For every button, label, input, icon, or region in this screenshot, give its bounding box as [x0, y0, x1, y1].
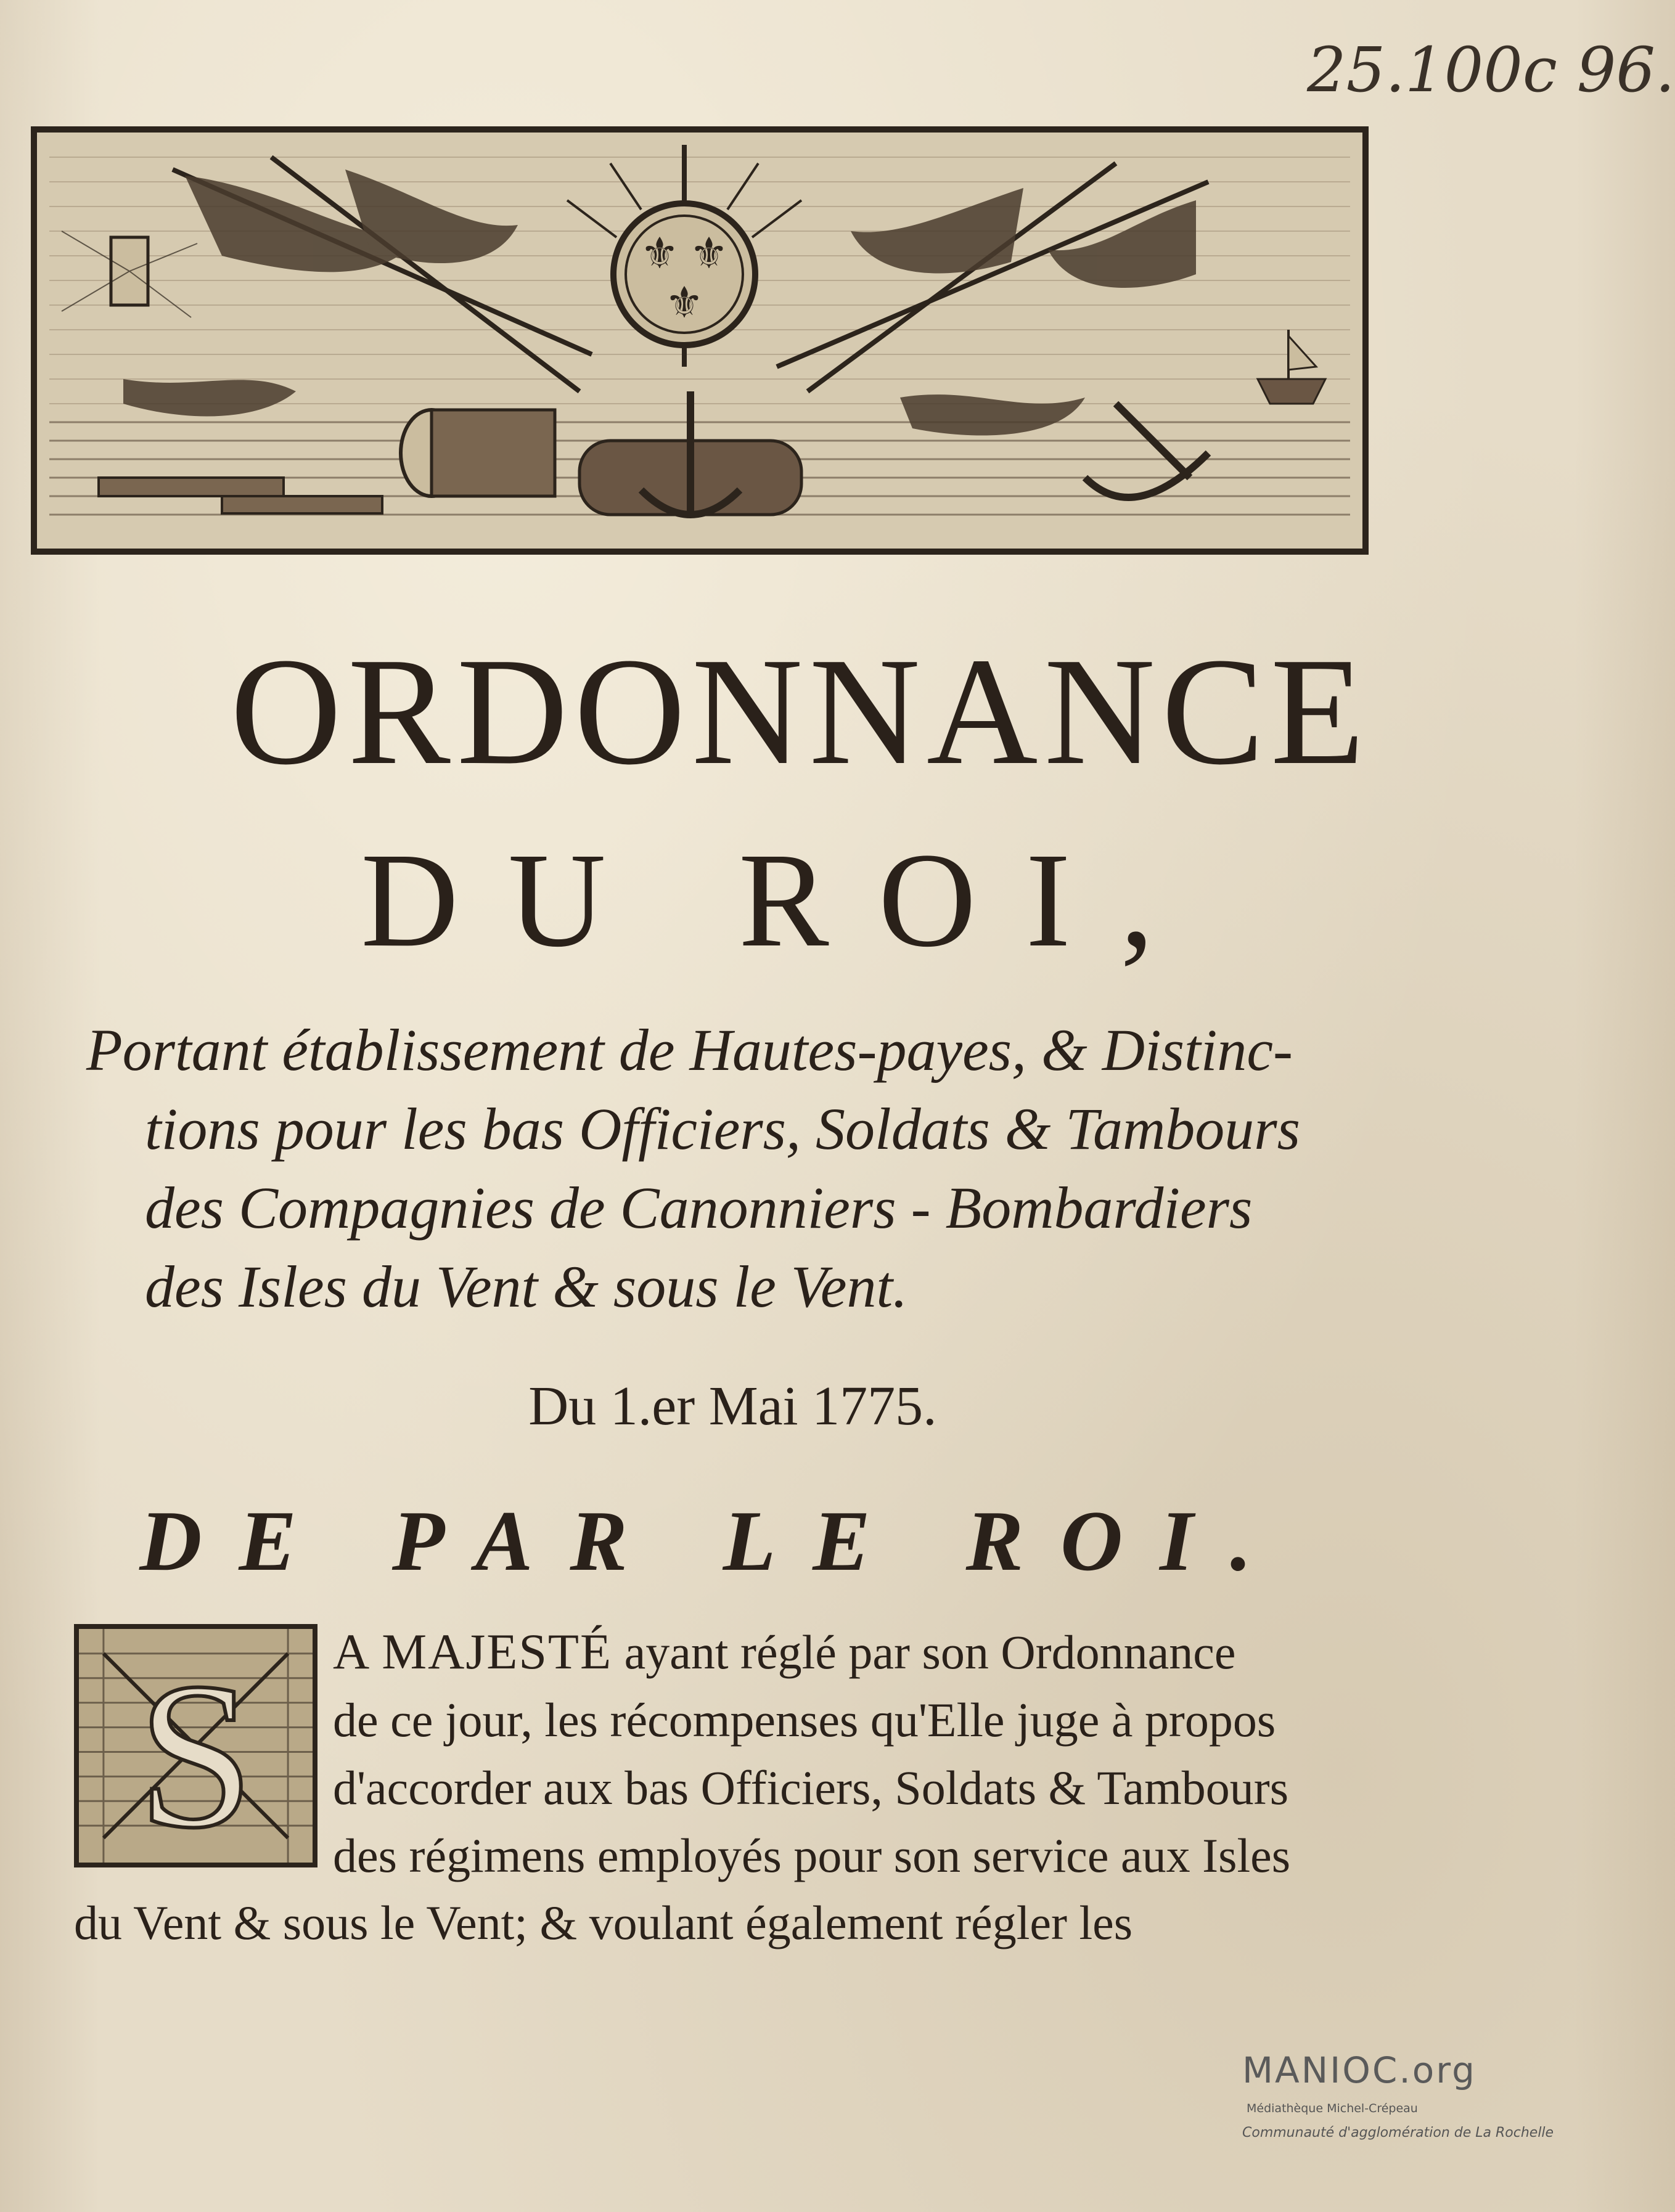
watermark-institution: Médiathèque Michel-Crépeau	[1247, 2102, 1418, 2115]
svg-text:⚜: ⚜	[665, 277, 704, 328]
section-heading: DE PAR LE ROI.	[139, 1493, 1289, 1589]
drop-cap-initial	[74, 1624, 317, 1872]
document-subtitle: DU ROI,	[361, 825, 1203, 975]
body-paragraph	[333, 1618, 1295, 1890]
body-line	[333, 1618, 1295, 1686]
description-line: tions pour les bas Officiers, Soldats & Tambours	[145, 1096, 1301, 1162]
drop-cap-letter: S	[137, 1640, 254, 1872]
description-line: des Compagnies de Canonniers - Bombardiers	[145, 1175, 1253, 1241]
body-line-rest: ayant réglé par son Ordonnance	[624, 1625, 1236, 1679]
body-line: du Vent & sous le Vent; & voulant également régler les	[74, 1896, 1133, 1949]
watermark-community: Communauté d'agglomération de La Rochelle	[1242, 2125, 1554, 2141]
description-line: des Isles du Vent & sous le Vent.	[145, 1254, 908, 1320]
body-line: d'accorder aux bas Officiers, Soldats & Tambours	[333, 1761, 1289, 1814]
engraving-icon	[37, 133, 1362, 549]
document-title: ORDONNANCE	[230, 626, 1371, 797]
watermark-logo: MANIOC.org	[1242, 2049, 1476, 2091]
manuscript-note: 25.100c 96.	[1307, 34, 1675, 106]
headpiece-engraving	[31, 126, 1369, 555]
document-description	[86, 1011, 1319, 1326]
svg-text:⚜: ⚜	[689, 228, 729, 279]
body-line: de ce jour, les récompenses qu'Elle juge à propos	[333, 1693, 1276, 1747]
body-lead: A MAJESTÉ	[333, 1623, 613, 1679]
body-line: des régimens employés pour son service aux Isles	[333, 1829, 1291, 1882]
document-date: Du 1.er Mai 1775.	[528, 1376, 937, 1437]
svg-text:⚜: ⚜	[640, 228, 679, 279]
description-line: Portant établissement de Hautes-payes, & Distinc-	[86, 1017, 1293, 1083]
